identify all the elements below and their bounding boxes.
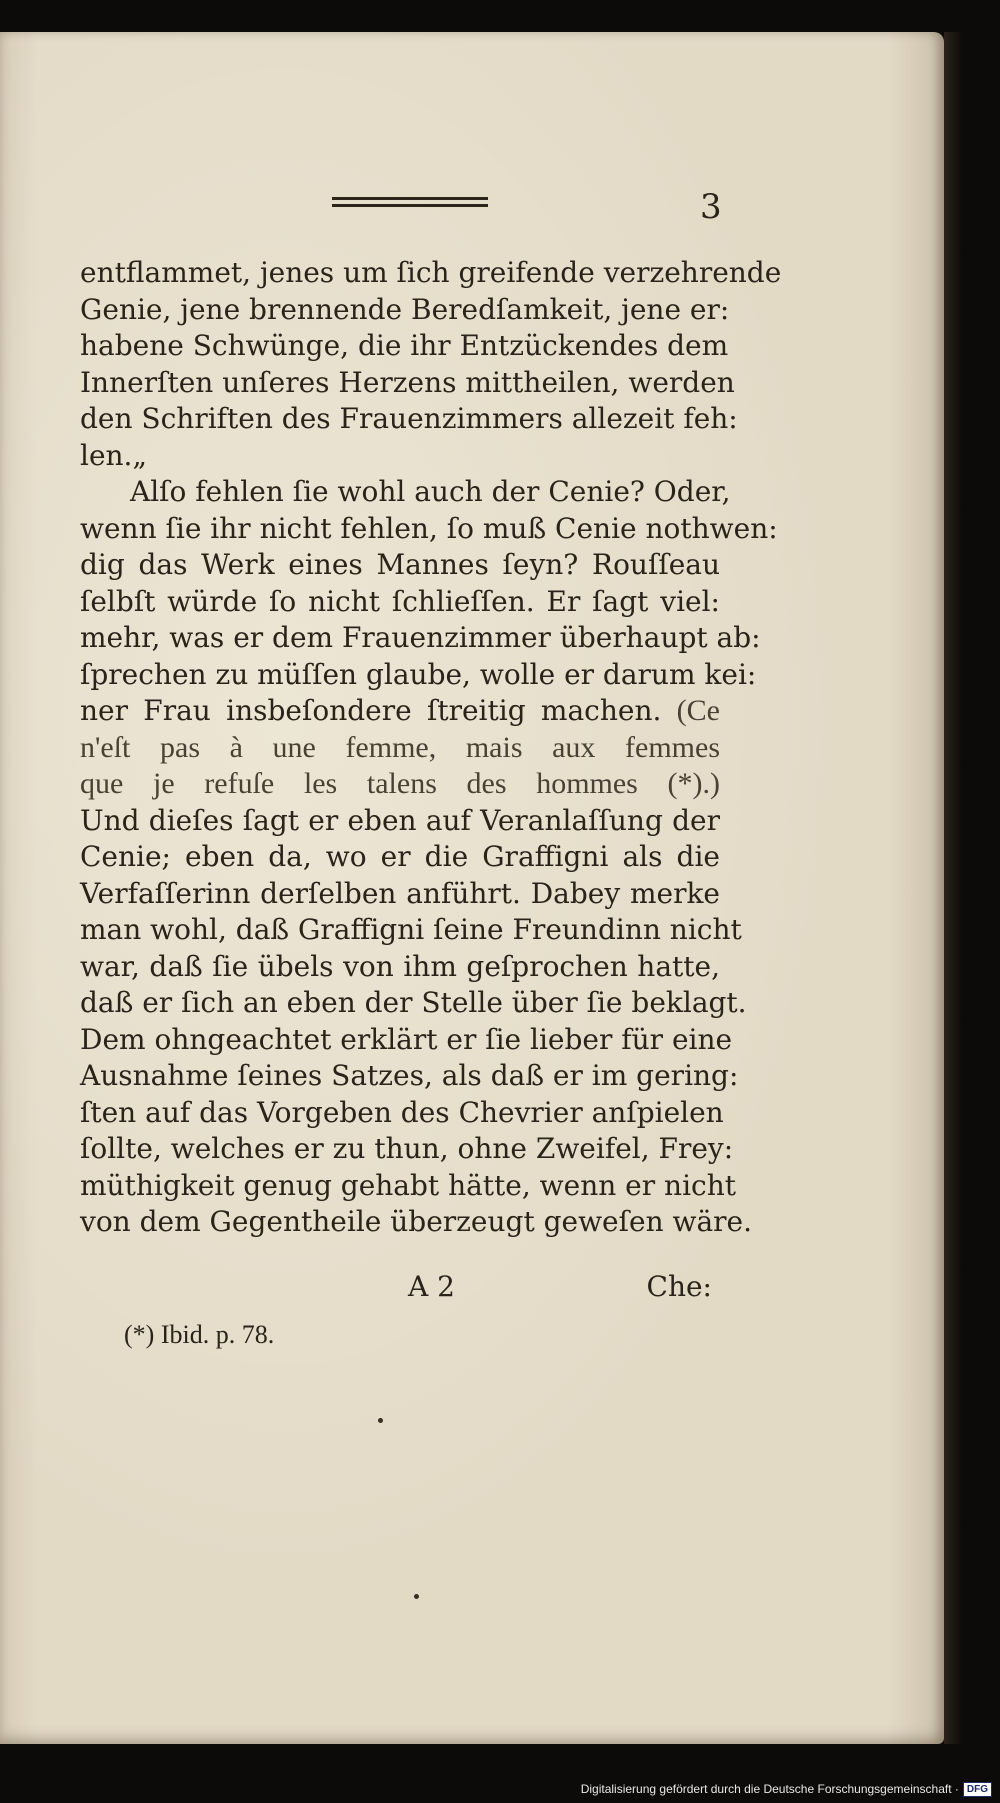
text-line: ſten auf das Vorgeben des Chevrier anſpielen <box>80 1095 724 1129</box>
signature-mark: A 2 <box>408 1270 455 1303</box>
text-line: ſelbſt würde ſo nicht ſchlieſſen. Er ſagt viel: <box>80 584 720 618</box>
credit-text: Digitalisierung gefördert durch die Deutsche Forschungsgemeinschaft · <box>580 1782 959 1796</box>
text-line: den Schriften des Frauenzimmers allezeit feh: <box>80 402 738 435</box>
text-line: Ausnahme ſeines Satzes, als daß er im gering: <box>80 1059 739 1092</box>
text-line: müthigkeit genug gehabt hätte, wenn er nicht <box>80 1168 736 1202</box>
text-line: war, daß ſie übels von ihm geſprochen hatte, <box>80 949 720 983</box>
signature-line <box>408 1270 712 1303</box>
fraktur-text: ner Frau insbeſondere ſtreitig machen. <box>80 694 677 727</box>
catchword: Che: <box>646 1270 712 1303</box>
page-number: 3 <box>700 187 722 227</box>
text-line: man wohl, daß Graffigni ſeine Freundinn nicht <box>80 913 742 946</box>
text-line: Dem ohngeachtet erklärt er ſie lieber für eine <box>80 1022 733 1056</box>
text-line: dig das Werk eines Mannes ſeyn? Rouſſeau <box>80 548 720 581</box>
text-line: Alſo fehlen ſie wohl auch der Cenie? Oder, <box>130 475 731 508</box>
text-line: Genie, jene brennende Beredſamkeit, jene er: <box>80 292 730 326</box>
page-edge-shadow <box>944 32 962 1744</box>
text-line: Innerſten unſeres Herzens mittheilen, werden <box>80 365 735 399</box>
header-rule <box>332 197 488 207</box>
text-line: Cenie; eben da, wo er die Graffigni als die <box>80 840 720 873</box>
text-line: len.„ <box>80 438 147 472</box>
text-line: ſprechen zu müſſen glaube, wolle er darum kei: <box>80 657 757 691</box>
text-line: Und dieſes ſagt er eben auf Veranlaſſung der <box>80 803 720 837</box>
antiqua-text: que je refuſe les talens des hommes (*).) <box>80 767 720 800</box>
digitization-credit <box>581 1779 992 1799</box>
dfg-logo: DFG <box>963 1782 992 1797</box>
text-line: von dem Gegentheile überzeugt geweſen wäre. <box>80 1205 753 1238</box>
text-line: daß er ſich an eben der Stelle über ſie beklagt. <box>80 986 747 1019</box>
text-line: habene Schwünge, die ihr Entzückendes dem <box>80 329 729 362</box>
paper-speck <box>378 1418 383 1423</box>
antiqua-text: (Ce <box>676 694 720 727</box>
footnote: (*) Ibid. p. 78. <box>124 1320 275 1349</box>
text-line <box>80 766 720 803</box>
text-line: Verfaſſerinn derſelben anführt. Dabey merke <box>80 876 720 910</box>
body-text <box>80 255 782 1241</box>
text-line: ſollte, welches er zu thun, ohne Zweifel, Frey: <box>80 1132 734 1165</box>
text-line <box>80 730 720 767</box>
text-line <box>80 693 720 730</box>
paper-speck <box>414 1594 419 1599</box>
text-line: entflammet, jenes um ſich greifende verzehrende <box>80 256 782 289</box>
text-line: wenn ſie ihr nicht fehlen, ſo muß Cenie nothwen: <box>80 511 778 545</box>
antiqua-text: n'eſt pas à une femme, mais aux femmes <box>80 730 720 764</box>
text-line: mehr, was er dem Frauenzimmer überhaupt ab: <box>80 621 761 654</box>
